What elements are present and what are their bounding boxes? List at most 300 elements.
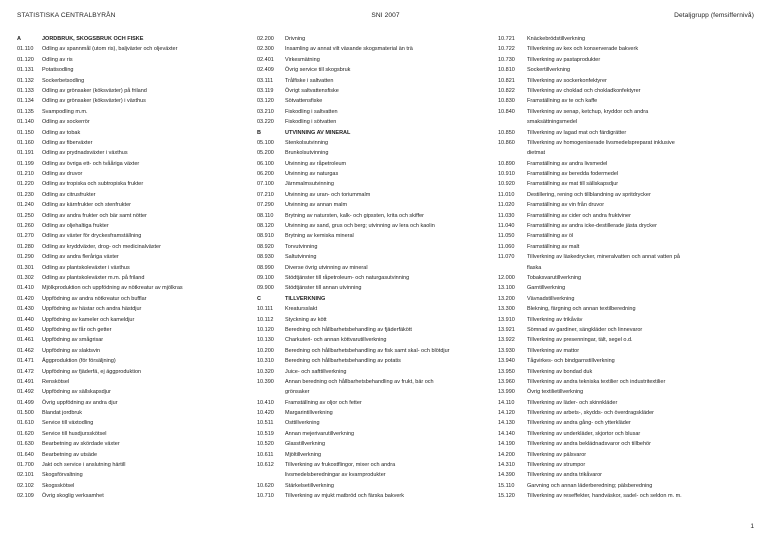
item-description: Odling av grönsaker (köksväxter) på friland <box>42 87 147 94</box>
item-code: 14.390 <box>498 472 515 479</box>
item-description: Blandat jordbruk <box>42 410 83 417</box>
item-code: 09.100 <box>257 274 274 281</box>
item-code: 01.499 <box>17 399 34 406</box>
item-code: 13.930 <box>498 347 515 354</box>
list-item <box>498 367 758 377</box>
item-description: Beredning och hållbarhetsbehandling av fisk samt skal- och blötdjur <box>285 347 450 354</box>
list-item <box>17 200 252 210</box>
item-description: Odling av prydnadsväxter i växthus <box>42 150 128 157</box>
list-item <box>257 491 502 501</box>
item-code: 01.140 <box>17 119 34 126</box>
item-description: Odling av andra frukter och bär samt nötter <box>42 212 147 219</box>
list-item <box>498 377 758 387</box>
item-code: 02.401 <box>257 56 274 63</box>
list-item <box>498 263 758 273</box>
list-item <box>498 148 758 158</box>
item-description: Odling av tropiska och subtropiska frukter <box>42 181 144 188</box>
item-description: Uppfödning av smågrisar <box>42 337 104 344</box>
item-description: Knäckebrödstillverkning <box>527 36 586 42</box>
item-code: 14.190 <box>498 441 515 448</box>
list-item <box>17 44 252 54</box>
item-code: 10.111 <box>257 306 274 313</box>
item-description: Blekning, färgning och annan textilberedning <box>527 306 636 313</box>
item-code: 13.200 <box>498 295 515 302</box>
item-code: 01.132 <box>17 77 34 84</box>
item-code: 01.430 <box>17 306 34 313</box>
item-description: Garntillverkning <box>527 285 566 292</box>
item-description: Uppfödning av får och getter <box>42 326 112 333</box>
item-description: Tillverkning av homogeniserade livsmedelspreparat inklusive <box>527 139 675 146</box>
item-code: 15.110 <box>498 482 515 489</box>
item-description: Brytning av natursten, kalk- och gipssten, krita och skiffer <box>285 212 424 219</box>
item-description: Potatisodling <box>42 67 74 74</box>
item-code: 01.491 <box>17 378 34 385</box>
item-code: 11.030 <box>498 212 515 219</box>
item-code: 10.611 <box>257 451 274 458</box>
list-item <box>17 107 252 117</box>
item-code: 07.290 <box>257 202 274 209</box>
list-item <box>498 418 758 428</box>
list-item <box>17 346 252 356</box>
item-code: 01.230 <box>17 191 34 198</box>
item-code: 02.300 <box>257 46 274 53</box>
item-description: Beredning och hållbarhetsbehandling av potatis <box>285 358 401 365</box>
item-code: 01.630 <box>17 441 34 448</box>
item-code: 10.890 <box>498 160 515 167</box>
list-item <box>257 377 502 387</box>
item-code: 01.450 <box>17 326 34 333</box>
list-item <box>498 294 758 304</box>
item-description: Saltutvinning <box>285 254 317 261</box>
list-item <box>257 169 502 179</box>
list-item <box>17 377 252 387</box>
list-item <box>17 367 252 377</box>
item-code: 10.860 <box>498 139 515 146</box>
item-code: 02.109 <box>17 493 34 500</box>
item-code: 10.112 <box>257 316 274 323</box>
item-description: Charkuteri- och annan köttvarutillverkning <box>285 337 387 344</box>
item-description: Uppfödning av slaktsvin <box>42 347 101 354</box>
list-item <box>498 429 758 439</box>
item-description: Framställning av mat till sällskapsdjur <box>527 181 619 188</box>
page-number: 1 <box>750 523 754 530</box>
item-description: Diverse övrig utvinning av mineral <box>285 264 368 271</box>
list-item <box>257 356 502 366</box>
list-item <box>17 242 252 252</box>
list-item <box>498 481 758 491</box>
list-item <box>498 315 758 325</box>
list-item <box>17 408 252 418</box>
item-code: 10.850 <box>498 129 515 136</box>
item-code: 01.131 <box>17 67 34 74</box>
item-code: 01.191 <box>17 150 34 157</box>
list-item <box>498 252 758 262</box>
item-code: 01.120 <box>17 56 34 63</box>
item-description: Framställning av beredda fodermedel <box>527 171 619 178</box>
item-code: 14.110 <box>498 399 515 406</box>
item-description: Svampodling m.m. <box>42 108 88 115</box>
item-description: Uppfödning av andra nötkreatur och bufflar <box>42 295 147 302</box>
item-description: Framställning av oljor och fetter <box>285 399 362 406</box>
list-item <box>498 190 758 200</box>
item-code: 10.320 <box>257 368 274 375</box>
item-description: Övrig service till skogsbruk <box>285 67 351 74</box>
item-code: 01.700 <box>17 462 34 469</box>
item-description: Tågvirkes- och bindgarnstillverkning <box>527 358 615 365</box>
list-item <box>257 117 502 127</box>
item-code: 13.921 <box>498 326 515 333</box>
item-code: 05.200 <box>257 150 274 157</box>
item-code: 01.640 <box>17 451 34 458</box>
list-item <box>257 76 502 86</box>
item-code: 01.302 <box>17 274 34 281</box>
item-description: Järnmalmsutvinning <box>285 181 334 188</box>
list-item <box>257 470 502 480</box>
item-code: 03.119 <box>257 87 274 94</box>
item-description: livsmedelsberedningar av kvarnprodukter <box>285 472 386 479</box>
item-code: 08.920 <box>257 243 274 250</box>
item-description: Kreatursslakt <box>285 306 318 313</box>
item-description: Jakt och service i anslutning härtill <box>42 462 126 469</box>
item-code: 10.721 <box>498 36 515 42</box>
item-description: Odling av andra fleråriga växter <box>42 254 119 261</box>
item-code: 03.220 <box>257 119 274 126</box>
item-code: 13.950 <box>498 368 515 375</box>
list-item <box>257 367 502 377</box>
list-item <box>498 335 758 345</box>
list-item <box>17 86 252 96</box>
item-description: Uppfödning av sällskapsdjur <box>42 389 111 396</box>
item-code: 06.100 <box>257 160 274 167</box>
item-description: Tillverkning av läder- och skinnkläder <box>527 399 618 406</box>
list-item <box>17 481 252 491</box>
item-description: Fiskodling i sötvatten <box>285 119 337 126</box>
item-description: Odling av spannmål (utom ris), baljväxter och oljeväxter <box>42 46 178 53</box>
list-item <box>17 335 252 345</box>
item-code: 13.300 <box>498 306 515 313</box>
item-code: 10.200 <box>257 347 274 354</box>
list-item <box>498 273 758 283</box>
list-item <box>17 190 252 200</box>
list-item <box>498 283 758 293</box>
list-item <box>498 242 758 252</box>
item-code: 01.290 <box>17 254 34 261</box>
item-description: Fiskodling i saltvatten <box>285 108 338 115</box>
item-code: 10.130 <box>257 337 274 344</box>
item-code: 14.140 <box>498 430 515 437</box>
list-item <box>257 231 502 241</box>
list-item <box>257 148 502 158</box>
item-description: Äggproduktion (för försäljning) <box>42 358 116 365</box>
list-item <box>17 117 252 127</box>
list-item <box>257 460 502 470</box>
list-item <box>257 418 502 428</box>
list-item <box>257 481 502 491</box>
item-code: 01.461 <box>17 337 34 344</box>
item-description: Odling av sockerrör <box>42 119 90 126</box>
item-code: 01.260 <box>17 223 34 230</box>
column-3 <box>498 34 758 502</box>
section-heading <box>17 34 252 44</box>
item-code: 13.940 <box>498 358 515 365</box>
item-description: Odling av plantskoleväxter m.m. på friland <box>42 274 145 281</box>
list-item <box>498 356 758 366</box>
list-item <box>17 398 252 408</box>
item-code: 01.280 <box>17 243 34 250</box>
item-description: Renskötsel <box>42 378 70 385</box>
item-code: 10.810 <box>498 67 515 74</box>
item-code: 01.301 <box>17 264 34 271</box>
list-item <box>498 470 758 480</box>
list-item <box>257 242 502 252</box>
item-description: Tillverkning av choklad och chokladkonfektyrer <box>527 87 641 94</box>
column-2 <box>257 34 502 502</box>
item-code: 10.821 <box>498 77 515 84</box>
item-code: 01.420 <box>17 295 34 302</box>
item-description: Stödtjänster till annan utvinning <box>285 285 362 292</box>
list-item <box>498 55 758 65</box>
list-item <box>17 211 252 221</box>
list-item <box>257 398 502 408</box>
list-item <box>17 429 252 439</box>
item-description: Torvutvinning <box>285 243 318 250</box>
list-item <box>257 325 502 335</box>
item-description: Odling av fiberväxter <box>42 139 93 146</box>
item-description: Sötvattensfiske <box>285 98 323 105</box>
item-code: 11.020 <box>498 202 515 209</box>
item-description: Sömnad av gardiner, sängkläder och linnevaror <box>527 326 643 333</box>
item-description: Tillverkning av trikåväv <box>527 316 583 323</box>
list-item <box>257 429 502 439</box>
item-description: Framställning av andra livsmedel <box>527 160 608 167</box>
item-code: 10.390 <box>257 378 274 385</box>
item-description: Margarintillverkning <box>285 410 333 417</box>
item-code: 08.910 <box>257 233 274 240</box>
list-item <box>17 491 252 501</box>
item-description: Odling av växter för dryckesframställning <box>42 233 142 240</box>
item-description: Tillverkning av mjukt matbröd och färska bakverk <box>285 493 405 500</box>
item-code: 01.500 <box>17 410 34 417</box>
item-code: 01.472 <box>17 368 34 375</box>
list-item <box>17 439 252 449</box>
list-item <box>17 148 252 158</box>
item-description: Garvning och annan läderberedning; pälsberedning <box>527 482 653 489</box>
list-item <box>257 408 502 418</box>
item-description: Juice- och safttillverkning <box>285 368 347 375</box>
list-item <box>498 65 758 75</box>
item-code: 01.150 <box>17 129 34 136</box>
item-code: 14.130 <box>498 420 515 427</box>
item-description: Utvinning av uran- och toriummalm <box>285 191 371 198</box>
list-item <box>498 221 758 231</box>
page-header <box>17 12 754 24</box>
item-description: Odling av tobak <box>42 129 81 136</box>
item-description: Utvinning av naturgas <box>285 171 339 178</box>
list-item <box>257 387 502 397</box>
item-description: Utvinning av råpetroleum <box>285 160 347 167</box>
list-item <box>498 460 758 470</box>
item-description: Stärkelsetillverkning <box>285 482 334 489</box>
item-code: 10.520 <box>257 441 274 448</box>
list-item <box>257 65 502 75</box>
item-description: Service till husdjursskötsel <box>42 430 107 437</box>
item-code: 10.420 <box>257 410 274 417</box>
item-code: 02.409 <box>257 67 274 74</box>
item-description: Tillverkning av pälsvaror <box>527 451 587 458</box>
item-description: Utvinning av sand, grus och berg; utvinning av lera och kaolin <box>285 223 435 230</box>
item-code: 13.922 <box>498 337 515 344</box>
item-description: Tillverkning av senap, ketchup, kryddor och andra <box>527 108 649 115</box>
list-item <box>498 491 758 501</box>
item-description: Övrigt saltvattensfiske <box>285 87 339 94</box>
item-code: 10.830 <box>498 98 515 105</box>
item-description: Tillverkning av reseffekter, handväskor, sadel- och seldon m. m. <box>527 493 682 500</box>
item-code: 15.120 <box>498 493 515 500</box>
item-code: 01.240 <box>17 202 34 209</box>
item-code: 11.060 <box>498 243 515 250</box>
list-item <box>17 65 252 75</box>
list-item <box>257 221 502 231</box>
list-item <box>257 159 502 169</box>
item-description: Uppfödning av fjäderfä, ej äggproduktion <box>42 368 142 375</box>
list-item <box>257 96 502 106</box>
header-agency: STATISTISKA CENTRALBYRÅN <box>17 12 116 19</box>
list-item <box>257 263 502 273</box>
item-code: 11.040 <box>498 223 515 230</box>
list-item <box>498 86 758 96</box>
item-code: 10.822 <box>498 87 515 94</box>
item-description: Tobaksvarutillverkning <box>527 274 582 281</box>
item-code: 01.270 <box>17 233 34 240</box>
list-item <box>257 86 502 96</box>
item-description: Odling av övriga ett- och tvååriga växter <box>42 160 140 167</box>
list-item <box>17 450 252 460</box>
list-item <box>498 117 758 127</box>
list-item <box>17 418 252 428</box>
item-description: Tillverkning av andra tekniska textilier och industritextilier <box>527 378 666 385</box>
item-code: 12.000 <box>498 274 515 281</box>
item-description: Tillverkning av kex och konserverade bakverk <box>527 46 639 53</box>
list-item <box>17 263 252 273</box>
item-code: 08.990 <box>257 264 274 271</box>
item-code: 10.511 <box>257 420 274 427</box>
column-1 <box>17 34 252 502</box>
item-description: Virkesmätning <box>285 56 320 63</box>
item-description: Framställning av öl <box>527 233 574 240</box>
item-description: Tillverkning av andra beklädnadsvaror och tillbehör <box>527 441 651 448</box>
list-item <box>498 408 758 418</box>
item-code: 13.100 <box>498 285 515 292</box>
list-item <box>257 55 502 65</box>
item-description: Bearbetning av skördade växter <box>42 441 120 448</box>
item-description: Tillverkning av mattor <box>527 347 580 354</box>
item-description: Glasstillverkning <box>285 441 326 448</box>
item-code: 11.010 <box>498 191 515 198</box>
item-description: Tillverkning av lagad mat och färdigrätter <box>527 129 627 136</box>
list-item <box>17 76 252 86</box>
item-code: 01.492 <box>17 389 34 396</box>
list-item <box>257 304 502 314</box>
item-description: Utvinning av annan malm <box>285 202 348 209</box>
item-description: Bearbetning av utsäde <box>42 451 98 458</box>
list-item <box>257 107 502 117</box>
item-description: Tillverkning av bondad duk <box>527 368 593 375</box>
list-item <box>257 211 502 221</box>
item-description: Framställning av andra icke-destillerade jästa drycker <box>527 223 657 230</box>
item-code: 10.120 <box>257 326 274 333</box>
item-code: 01.620 <box>17 430 34 437</box>
item-description: Mjölkproduktion och uppfödning av nötkreatur av mjölkras <box>42 285 183 292</box>
item-code: 01.134 <box>17 98 34 105</box>
item-code: 10.310 <box>257 358 274 365</box>
item-code: 02.200 <box>257 36 274 42</box>
list-item <box>257 439 502 449</box>
list-item <box>17 252 252 262</box>
item-code: 01.250 <box>17 212 34 219</box>
item-description: flaska <box>527 264 542 271</box>
list-item <box>257 179 502 189</box>
list-item <box>498 439 758 449</box>
list-item <box>17 304 252 314</box>
list-item <box>498 211 758 221</box>
list-item <box>17 55 252 65</box>
list-item <box>257 200 502 210</box>
list-item <box>257 138 502 148</box>
item-description: Tillverkning av presenningar, tält, segel o.d. <box>527 337 633 344</box>
list-item <box>17 221 252 231</box>
item-code: 03.111 <box>257 77 274 84</box>
item-description: Skogsförvaltning <box>42 472 83 479</box>
section-heading <box>257 128 502 138</box>
item-code: 03.210 <box>257 108 274 115</box>
item-code: 01.135 <box>17 108 34 115</box>
item-description: smaksättningsmedel <box>527 119 578 126</box>
list-item <box>17 179 252 189</box>
item-description: Tillverkning av andra gång- och ytterkläder <box>527 420 631 427</box>
list-item <box>17 138 252 148</box>
list-item <box>17 283 252 293</box>
list-item <box>17 159 252 169</box>
list-item <box>257 283 502 293</box>
item-code: 01.610 <box>17 420 34 427</box>
item-description: Odling av druvor <box>42 171 83 178</box>
item-description: Tillverkning av strumpor <box>527 462 586 469</box>
list-item <box>498 107 758 117</box>
list-item <box>17 460 252 470</box>
item-code: 05.100 <box>257 139 274 146</box>
section-heading <box>257 294 502 304</box>
item-description: Stenkolsutvinning <box>285 139 329 146</box>
item-description: JORDBRUK, SKOGSBRUK OCH FISKE <box>42 36 144 42</box>
item-description: Övrig uppfödning av andra djur <box>42 399 118 406</box>
item-code: 11.050 <box>498 233 515 240</box>
item-code: 13.910 <box>498 316 515 323</box>
item-description: Brytning av kemiska mineral <box>285 233 354 240</box>
list-item <box>17 387 252 397</box>
item-code: B <box>257 129 261 136</box>
item-code: 10.910 <box>498 171 515 178</box>
list-item <box>257 44 502 54</box>
item-code: 07.210 <box>257 191 274 198</box>
item-description: Övrig skoglig verksamhet <box>42 493 104 500</box>
item-description: Odling av kryddväxter, drog- och medicinalväxter <box>42 243 161 250</box>
item-description: Framställning av vin från druvor <box>527 202 605 209</box>
item-code: 01.199 <box>17 160 34 167</box>
list-item <box>257 315 502 325</box>
list-item <box>498 76 758 86</box>
list-item <box>498 450 758 460</box>
item-description: Tillverkning av arbets-, skydds- och överdragskläder <box>527 410 654 417</box>
